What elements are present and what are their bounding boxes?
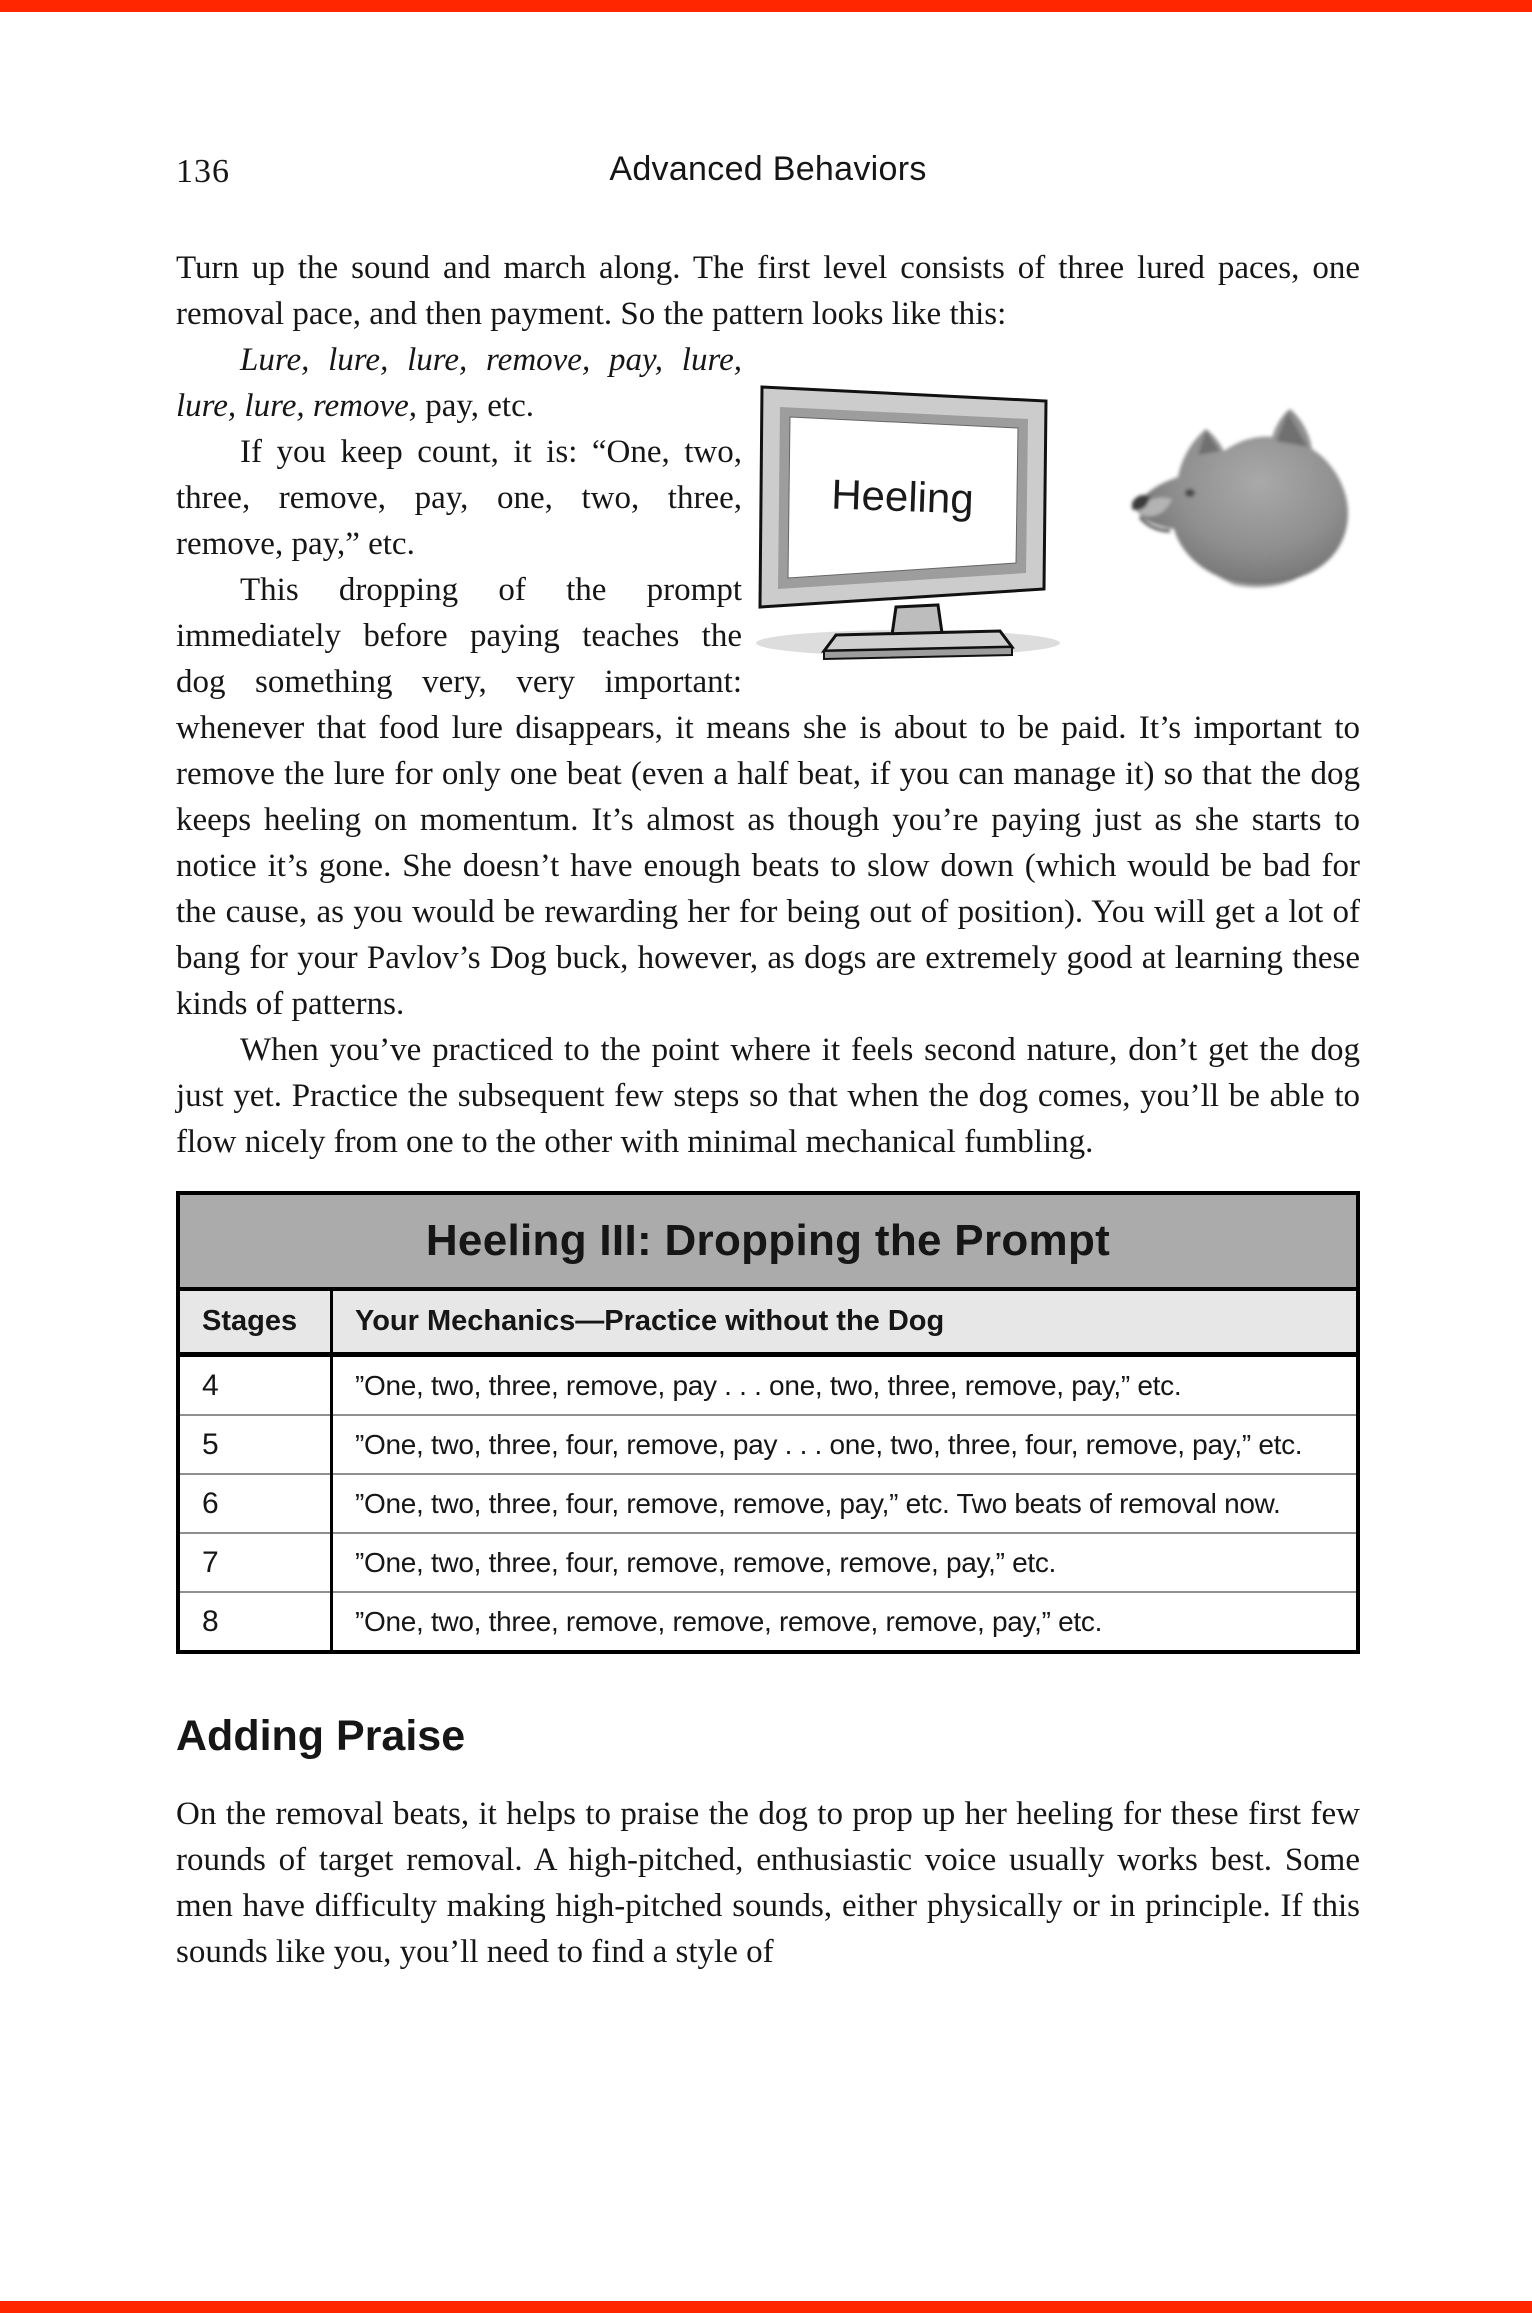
stage-cell: 8 [178, 1592, 332, 1652]
table-row [178, 1533, 1358, 1592]
table-title-row [178, 1193, 1358, 1289]
top-edge-marker [0, 0, 1532, 12]
tv-screen-text: Heeling [830, 470, 975, 523]
page-content [176, 0, 1360, 1975]
mechanics-cell: ”One, two, three, remove, remove, remove, remove, pay,” etc. [332, 1592, 1359, 1652]
body-copy [176, 245, 1360, 1165]
stage-cell: 5 [178, 1415, 332, 1474]
paragraph-intro: Turn up the sound and march along. The first level consists of three lured paces, one removal pace, and then payment. So the pattern looks like this: [176, 250, 1360, 332]
stage-cell: 6 [178, 1474, 332, 1533]
section-heading-adding-praise: Adding Praise [176, 1712, 466, 1760]
running-head: Advanced Behaviors [609, 150, 927, 188]
dog-eye [1185, 489, 1195, 497]
mechanics-cell: ”One, two, three, remove, pay . . . one, two, three, remove, pay,” etc. [332, 1355, 1359, 1416]
stage-cell: 7 [178, 1533, 332, 1592]
pattern-italic-part: Lure, lure, lure, remove, pay, lure, lure, lure, remove, [176, 342, 742, 424]
tv-stand-neck [892, 605, 942, 635]
pattern-roman-part: pay, etc. [417, 388, 534, 424]
page-number: 136 [176, 153, 230, 190]
table-header-row [178, 1289, 1358, 1355]
paragraph-count: If you keep count, it is: “One, two, three, remove, pay, one, two, three, remove, pay,” etc. [176, 434, 742, 562]
paragraph-practice: When you’ve practiced to the point where it feels second nature, don’t get the dog just yet. Practice the subsequent few steps so that when the dog comes, you’ll be able to flow nicely from one to the other with minimal mechanical fumbling. [176, 1032, 1360, 1160]
table-row [178, 1355, 1358, 1416]
table-row [178, 1415, 1358, 1474]
heeling-stages-table [176, 1191, 1360, 1654]
mechanics-cell: ”One, two, three, four, remove, remove, remove, pay,” etc. [332, 1533, 1359, 1592]
table-row [178, 1592, 1358, 1652]
paragraph-dropping-prompt: This dropping of the prompt immediately before paying teaches the dog something very, very important: whenever that food lure disappears, it means she is about to be paid. It’s important to remove the lure for only one beat (even a half beat, if you can manage it) so that the dog keeps heeling on momentum. It’s almost as though you’re paying just as she starts to notice it’s gone. She doesn’t have enough beats to slow down (which would be bad for the cause, as you would be rewarding her for being out of position). You will get a lot of bang for your Pavlov’s Dog buck, however, as dogs are extremely good at learning these kinds of patterns. [176, 572, 1360, 1022]
column-header-mechanics: Your Mechanics—Practice without the Dog [332, 1289, 1359, 1355]
stage-cell: 4 [178, 1355, 332, 1416]
table-title: Heeling III: Dropping the Prompt [178, 1193, 1358, 1289]
figure-heeling-tv [742, 337, 1360, 701]
mechanics-cell: ”One, two, three, four, remove, remove, pay,” etc. Two beats of removal now. [332, 1474, 1359, 1533]
mechanics-cell: ”One, two, three, four, remove, pay . . . one, two, three, four, remove, pay,” etc. [332, 1415, 1359, 1474]
tv-monitor-illustration [750, 361, 1070, 661]
page-header [176, 150, 1360, 194]
dog-head-shape [1136, 409, 1348, 584]
bottom-edge-marker [0, 2301, 1532, 2313]
paragraph-adding-praise: On the removal beats, it helps to praise the dog to prop up her heeling for these first few rounds of target removal. A high-pitched, enthusiastic voice usually works best. Some men have difficulty making high-pitched sounds, either physically or in principle. If this sounds like you, you’ll need to find a style of [176, 1796, 1360, 1970]
dog-head-photo [1122, 401, 1358, 591]
column-header-stages: Stages [178, 1289, 332, 1355]
table-row [178, 1474, 1358, 1533]
